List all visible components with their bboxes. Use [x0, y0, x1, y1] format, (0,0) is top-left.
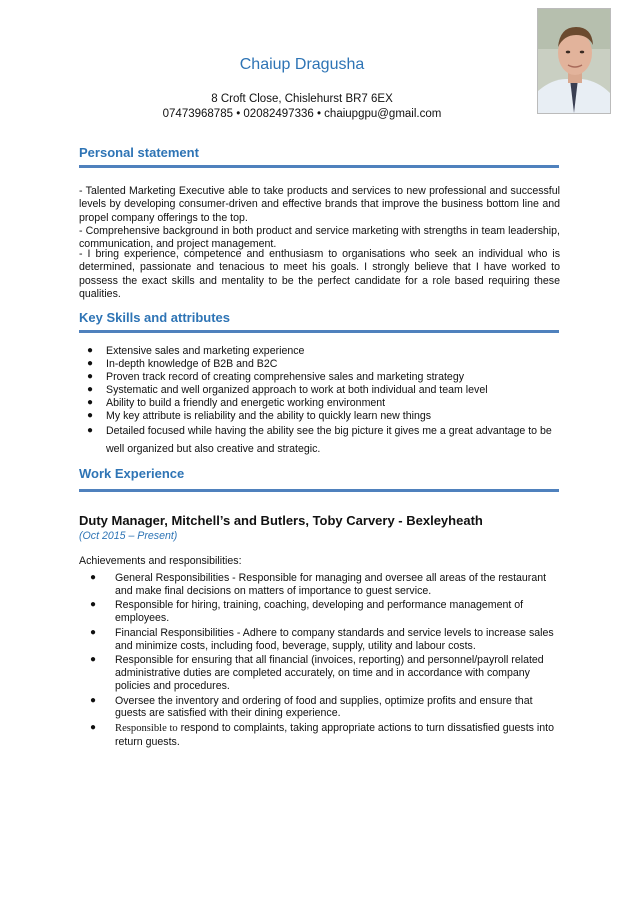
profile-photo-image: [538, 9, 610, 113]
address: 8 Croft Close, Chislehurst BR7 6EX: [211, 93, 393, 105]
section-divider: [79, 165, 559, 168]
statement-paragraph-1: - Talented Marketing Executive able to take products and services to new professional and successful levels by developing consumer-driven and effective brands that improve the business bottom line and propel company offerings to the top.: [79, 185, 560, 224]
list-item: [90, 695, 562, 720]
bullet-icon: ●: [90, 722, 97, 734]
bullet-icon: ●: [87, 396, 94, 408]
achievements-label: Achievements and responsibilities:: [79, 555, 242, 567]
list-item: [87, 358, 567, 371]
list-item: [90, 599, 562, 624]
skill-text: In-depth knowledge of B2B and B2C: [106, 357, 278, 370]
bullet-icon: ●: [90, 654, 97, 666]
bullet-icon: ●: [87, 383, 94, 395]
responsibility-text: General Responsibilities - Responsible for managing and oversee all areas of the restaurant and make final decisions on matters of importance to guest service.: [115, 572, 547, 597]
statement-paragraph-3: - I bring experience, competence and enthusiasm to organisations who seek an individual who is determined, passionate and tenacious to meet his goals. I strongly believe that I have worked to possess the exact skills and mentality to be the perfect candidate for a role based requiring these qualities.: [79, 248, 560, 300]
list-item: [87, 384, 567, 397]
list-item: [90, 654, 562, 692]
contact-line: 07473968785 • 02082497336 • chaiupgpu@gmail.com: [162, 108, 442, 120]
skill-text: Detailed focused while having the ability see the big picture it gives me a great advantage to be well organized but also creative and strategic.: [106, 425, 552, 456]
profile-photo: [537, 8, 611, 114]
bullet-icon: ●: [87, 425, 94, 437]
job-date: (Oct 2015 – Present): [79, 530, 178, 542]
section-divider: [79, 489, 559, 492]
responsibility-text: Responsible for ensuring that all financial (invoices, reporting) and personnel/payroll related administrative duties are completed accurately, on time and in accordance with company policies and procedures.: [115, 654, 544, 692]
list-item: [87, 410, 567, 423]
job-title: Duty Manager, Mitchell’s and Butlers, Toby Carvery - Bexleyheath: [79, 513, 483, 528]
bullet-icon: ●: [87, 409, 94, 421]
bullet-icon: ●: [87, 345, 94, 356]
bullet-icon: ●: [90, 626, 97, 638]
list-item: [87, 345, 567, 358]
list-item: [87, 397, 567, 410]
skills-list: [87, 345, 567, 458]
list-item: [90, 572, 562, 597]
responsibility-text: Oversee the inventory and ordering of food and supplies, optimize profits and ensure that guests are satisfied with their dining experience.: [115, 694, 533, 720]
bullet-icon: ●: [90, 599, 97, 611]
section-heading-personal-statement: Personal statement: [79, 145, 199, 160]
candidate-name: Chaiup Dragusha: [239, 56, 365, 73]
responsibilities-list: [90, 572, 562, 751]
responsibility-text: Financial Responsibilities - Adhere to company standards and service levels to increase sales and minimize costs, including food, beverage, supply, utility and labour costs.: [115, 626, 554, 652]
statement-paragraph-2: - Comprehensive background in both product and service marketing with strengths in team leadership, communication, and project management.: [79, 225, 560, 251]
skill-text: Ability to build a friendly and energetic working environment: [106, 396, 386, 409]
list-item: [90, 722, 562, 748]
section-heading-key-skills: Key Skills and attributes: [79, 310, 230, 325]
bullet-icon: ●: [87, 370, 94, 382]
skill-text: My key attribute is reliability and the ability to quickly learn new things: [106, 409, 432, 422]
bullet-icon: ●: [90, 572, 97, 583]
responsibility-prefix: Responsible to: [115, 723, 178, 735]
skill-text: Proven track record of creating comprehensive sales and marketing strategy: [106, 370, 465, 383]
section-heading-work-experience: Work Experience: [79, 466, 185, 481]
skill-text: Systematic and well organized approach to work at both individual and team level: [106, 383, 488, 396]
bullet-icon: ●: [87, 357, 94, 369]
list-item: [87, 422, 567, 458]
list-item: [90, 627, 562, 652]
list-item: [87, 371, 567, 384]
responsibility-text: respond to complaints, taking appropriate actions to turn dissatisfied guests into return guests.: [115, 722, 554, 748]
bullet-icon: ●: [90, 694, 97, 706]
skill-text: Extensive sales and marketing experience: [106, 345, 305, 357]
responsibility-text: Responsible for hiring, training, coaching, developing and performance management of employees.: [115, 599, 524, 625]
section-divider: [79, 330, 559, 333]
